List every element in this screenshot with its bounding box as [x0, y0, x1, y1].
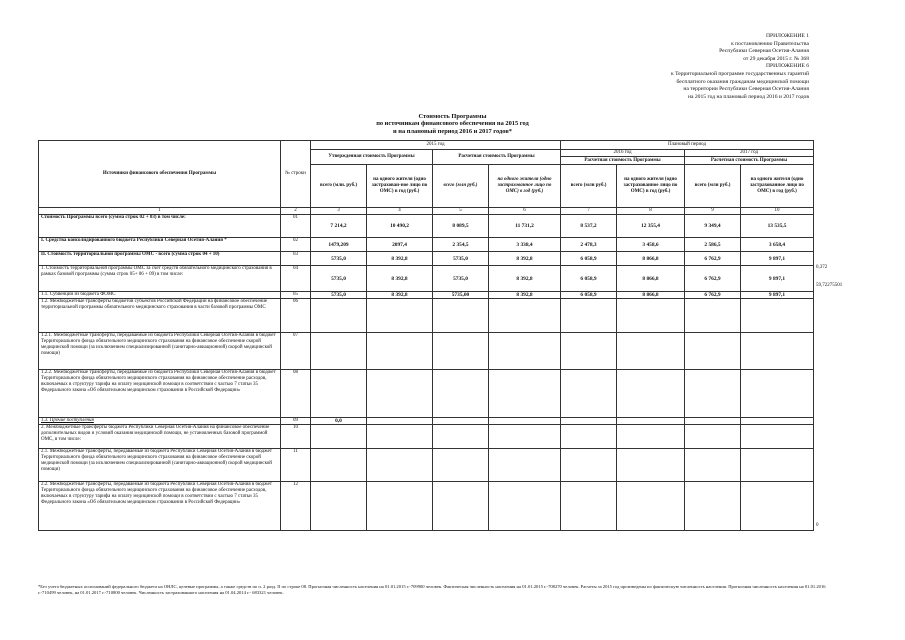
- header-calc-cost-2015: Расчетная стоимость Программы: [433, 150, 561, 165]
- value-cell: [617, 333, 685, 370]
- colnum: 4: [367, 208, 433, 215]
- value-cell: 5735,0: [311, 266, 367, 292]
- program-line-2: бесплатного оказания гражданам медицинской помощи: [676, 78, 809, 85]
- header-2016: 2016 год: [561, 150, 685, 157]
- table-row: [39, 238, 814, 252]
- appendix-header: [549, 33, 809, 101]
- value-cell: [617, 449, 685, 482]
- column-number-row: [39, 208, 814, 215]
- colnum: 3: [311, 208, 367, 215]
- colnum: 7: [561, 208, 617, 215]
- row-number: 04: [281, 266, 311, 292]
- colnum: 10: [741, 208, 814, 215]
- row-number: 10: [281, 425, 311, 449]
- value-cell: 5735,00: [433, 292, 489, 299]
- value-cell: [561, 425, 617, 449]
- value-cell: [741, 418, 814, 425]
- value-cell: [561, 449, 617, 482]
- value-cell: [433, 449, 489, 482]
- value-cell: 5735,0: [311, 292, 367, 299]
- header-plan-period: Плановый период: [561, 141, 814, 150]
- table-row: [39, 292, 814, 299]
- header-calc-cost-2016: Расчетная стоимость Программы: [561, 157, 685, 165]
- row-number: 07: [281, 333, 311, 370]
- program-cost-table: [38, 140, 814, 531]
- value-cell: [741, 449, 814, 482]
- value-cell: [433, 482, 489, 531]
- footnote: *Без учета бюджетных ассигнований федерального бюджета на ОНЛС, целевые программы, а также средств по п. 2 разд. II по строке 08. Прогнозная численность населения на 01.01.2015 г.-709900 человек. Фактическая численность населения на 01.01.2015 г.-708270 человек. Расчеты за 2015 год произведены по фактическую численность населения. Прогнозная численность населения на 01.01.2016 г.-710499 человек, на 01.01.2017 г.-710800 человек. Численность застрахованного населения на 01.04.2014 г.- 683321 человек.: [38, 584, 826, 595]
- row-number: 03: [281, 252, 311, 266]
- side-value: 0: [816, 523, 819, 528]
- value-cell: [741, 482, 814, 531]
- row-label: 2. Межбюджетные трансферты бюджета Республики Северная Осетия-Алания на финансовое обеспечение дополнительных видов и условий оказания медицинской помощи, не установленных базовой программой ОМС, в том числе:: [39, 425, 281, 449]
- value-cell: 8 392,8: [367, 292, 433, 299]
- value-cell: 8 537,2: [561, 215, 617, 238]
- value-cell: 5735,0: [433, 252, 489, 266]
- value-cell: [617, 425, 685, 449]
- row-number: 05: [281, 292, 311, 299]
- value-cell: [367, 333, 433, 370]
- value-cell: 11 731,2: [489, 215, 561, 238]
- value-cell: 2 478,3: [561, 238, 617, 252]
- value-cell: 6 058,9: [561, 292, 617, 299]
- side-value: 0,372: [816, 265, 828, 270]
- value-cell: 8 392,8: [489, 252, 561, 266]
- table-row: [39, 449, 814, 482]
- value-cell: [433, 333, 489, 370]
- value-cell: 9 349,4: [685, 215, 741, 238]
- value-cell: 9 897,1: [741, 266, 814, 292]
- header-total-2017: всего (млн руб.): [685, 165, 741, 208]
- value-cell: 9 897,1: [741, 252, 814, 266]
- colnum: 2: [281, 208, 311, 215]
- value-cell: 6 762,9: [685, 266, 741, 292]
- row-label: I. Средства консолидированного бюджета Республики Северная Осетия-Алания *: [39, 238, 281, 252]
- value-cell: [311, 299, 367, 333]
- value-cell: [617, 299, 685, 333]
- row-number: 11: [281, 449, 311, 482]
- value-cell: [311, 370, 367, 418]
- value-cell: 1479,209: [311, 238, 367, 252]
- value-cell: 13 535,5: [741, 215, 814, 238]
- appendix-6-label: ПРИЛОЖЕНИЕ 6: [765, 63, 809, 70]
- decree-date: от 29 декабря 2015 г. № 368: [743, 55, 809, 62]
- value-cell: [685, 482, 741, 531]
- table-row: [39, 299, 814, 333]
- value-cell: [685, 449, 741, 482]
- appendix-1-label: ПРИЛОЖЕНИЕ 1: [765, 33, 809, 39]
- row-number: 06: [281, 299, 311, 333]
- value-cell: [367, 299, 433, 333]
- table-row: [39, 252, 814, 266]
- table-row: [39, 215, 814, 238]
- value-cell: [617, 418, 685, 425]
- row-label: 1.2.2. Межбюджетные трансферты, передаваемые из бюджета Республики Северная Осетия-Алания в бюджет Территориального фонда обязательного медицинского страхования на финансовое обеспечение расходов, включаемых в структуру тарифа на оплату медицинской помощи в соответствии с частью 7 статьи 35 Федерального закона «Об обязательном медицинском страховании в Российской Федерации»: [39, 370, 281, 418]
- value-cell: 6 058,9: [561, 266, 617, 292]
- value-cell: [685, 425, 741, 449]
- title-line-3: и на плановый период 2016 и 2017 годов*: [393, 127, 512, 135]
- value-cell: 3 658,4: [741, 238, 814, 252]
- value-cell: [367, 370, 433, 418]
- value-cell: [685, 370, 741, 418]
- value-cell: [367, 425, 433, 449]
- value-cell: [489, 370, 561, 418]
- value-cell: 8 866,8: [617, 266, 685, 292]
- value-cell: [489, 449, 561, 482]
- row-number: 09: [281, 418, 311, 425]
- value-cell: [311, 482, 367, 531]
- header-per-capita-approved: на одного жителя (одно застрахован-ное лицо по ОМС) в год (руб.): [367, 165, 433, 208]
- title-line-1: Стоимость Программы: [418, 113, 487, 120]
- value-cell: 8 392,8: [367, 266, 433, 292]
- value-cell: 8 089,5: [433, 215, 489, 238]
- value-cell: 2 354,5: [433, 238, 489, 252]
- value-cell: [561, 370, 617, 418]
- row-label: Стоимость Программы всего (сумма строк 02 + 03) в том числе:: [39, 215, 281, 238]
- value-cell: [433, 418, 489, 425]
- value-cell: 8 866,8: [617, 292, 685, 299]
- document-title: [0, 113, 905, 135]
- value-cell: [741, 299, 814, 333]
- value-cell: 6 762,9: [685, 252, 741, 266]
- value-cell: [561, 482, 617, 531]
- row-label: 1. Стоимость территориальной программы ОМС за счет средств обязательного медицинского страхования в рамках базовой программы (сумма строк 05+ 06 + 09) в том числе:: [39, 266, 281, 292]
- program-line-3: на территории Республики Северная Осетия-Алания: [683, 86, 809, 93]
- value-cell: [489, 425, 561, 449]
- header-source: Источники финансового обеспечения Программы: [39, 141, 281, 208]
- value-cell: 2097,4: [367, 238, 433, 252]
- header-row-number: № строки: [281, 141, 311, 208]
- header-2015: 2015 год: [311, 141, 561, 150]
- row-label: 2.2. Межбюджетные трансферты, передаваемые из бюджета Республики Северная Осетия-Алания в бюджет Территориального фонда обязательного медицинского страхования на финансовое обеспечение расходов, включаемых в структуру тарифа на оплату медицинской помощи в соответствии с частью 7 статьи 35 Федерального закона «Об обязательном медицинском страховании в Российской Федерации»: [39, 482, 281, 531]
- colnum: 8: [617, 208, 685, 215]
- value-cell: [741, 333, 814, 370]
- value-cell: [433, 370, 489, 418]
- value-cell: [433, 425, 489, 449]
- value-cell: 9 897,1: [741, 292, 814, 299]
- header-total-approved: всего (млн. руб.): [311, 165, 367, 208]
- colnum: 6: [489, 208, 561, 215]
- value-cell: 5735,0: [433, 266, 489, 292]
- value-cell: 5735,0: [311, 252, 367, 266]
- value-cell: [311, 449, 367, 482]
- header-total-2015: всего (млн руб.): [433, 165, 489, 208]
- value-cell: [489, 418, 561, 425]
- colnum: 5: [433, 208, 489, 215]
- colnum: 1: [39, 208, 281, 215]
- row-label: 1.3. Прочие поступления: [39, 418, 281, 425]
- row-number: 02: [281, 238, 311, 252]
- row-number: 12: [281, 482, 311, 531]
- table-row: [39, 370, 814, 418]
- row-label: 1.2.1. Межбюджетные трансферты, передаваемые из бюджета Республики Северная Осетия-Алания в бюджет Территориального фонда обязательного медицинского страхования на финансовое обеспечение скорой медицинской помощи (за исключением специализированной (санитарно-авиационной) скорой медицинской помощи): [39, 333, 281, 370]
- program-line-1: к Территориальной программе государственных гарантий: [670, 70, 809, 77]
- value-cell: [489, 482, 561, 531]
- header-2017: 2017 год: [685, 150, 814, 157]
- value-cell: [367, 449, 433, 482]
- row-label: 1.2. Межбюджетные трансферты бюджетов субъектов Российской Федерации на финансовое обеспечение территориальной программы обязательного медицинского страхования в части базовой программы ОМС: [39, 299, 281, 333]
- row-label: II. Стоимость территориальной программы ОМС - всего (сумма строк 04 + 10): [39, 252, 281, 266]
- value-cell: [741, 370, 814, 418]
- value-cell: 12 355,4: [617, 215, 685, 238]
- header-per-capita-2015: на одного жителя (одно застрахованное лицо по ОМС) в год (руб.): [489, 165, 561, 208]
- value-cell: 8 392,8: [489, 266, 561, 292]
- value-cell: 2 586,5: [685, 238, 741, 252]
- value-cell: [311, 425, 367, 449]
- value-cell: [489, 333, 561, 370]
- value-cell: 6 058,9: [561, 252, 617, 266]
- value-cell: 0,0: [311, 418, 367, 425]
- row-label: 2.1. Межбюджетные трансферты, передаваемые из бюджета Республики Северная Осетия-Алания в бюджет Территориального фонда обязательного медицинского страхования на финансовое обеспечение скорой медицинской помощи (за исключением специализированной (санитарно-авиационной) скорой медицинской помощи): [39, 449, 281, 482]
- side-value: 59,72275501: [816, 283, 843, 288]
- value-cell: [561, 299, 617, 333]
- value-cell: [561, 418, 617, 425]
- value-cell: [741, 425, 814, 449]
- value-cell: 6 762,9: [685, 292, 741, 299]
- value-cell: [685, 333, 741, 370]
- value-cell: 8 392,8: [489, 292, 561, 299]
- colnum: 9: [685, 208, 741, 215]
- table-row: [39, 418, 814, 425]
- table-row: [39, 266, 814, 292]
- government-line: Республики Северная Осетия-Алания: [719, 48, 809, 55]
- header-total-2016: всего (млн руб.): [561, 165, 617, 208]
- value-cell: [367, 418, 433, 425]
- row-number: 01: [281, 215, 311, 238]
- title-line-2: по источникам финансового обеспечения на 2015 год: [376, 120, 529, 128]
- value-cell: 7 214,2: [311, 215, 367, 238]
- value-cell: 3 458,6: [617, 238, 685, 252]
- value-cell: 3 338,4: [489, 238, 561, 252]
- value-cell: 8 392,8: [367, 252, 433, 266]
- table-row: [39, 425, 814, 449]
- table-row: [39, 482, 814, 531]
- value-cell: [489, 299, 561, 333]
- value-cell: [617, 482, 685, 531]
- value-cell: 10 490,2: [367, 215, 433, 238]
- value-cell: [311, 333, 367, 370]
- value-cell: [367, 482, 433, 531]
- header-approved-cost: Утвержденная стоимость Программы: [311, 150, 433, 165]
- value-cell: 8 866,8: [617, 252, 685, 266]
- value-cell: [561, 333, 617, 370]
- header-calc-cost-2017: Расчетная стоимость Программы: [685, 157, 814, 165]
- value-cell: [685, 418, 741, 425]
- value-cell: [685, 299, 741, 333]
- row-label: 1.1. Субвенции из бюджета ФОМС: [39, 292, 281, 299]
- table-row: [39, 333, 814, 370]
- header-per-capita-2017: на одного жителя (одно застрахованное лицо по ОМС) в год (руб.): [741, 165, 814, 208]
- value-cell: [433, 299, 489, 333]
- program-line-4: на 2015 год на плановый период 2016 и 2017 годов: [687, 93, 809, 100]
- value-cell: [617, 370, 685, 418]
- row-number: 08: [281, 370, 311, 418]
- header-per-capita-2016: на одного жителя (одно застрахованное лицо по ОМС) в год (руб.): [617, 165, 685, 208]
- decree-line: к постановлению Правительства: [731, 40, 809, 47]
